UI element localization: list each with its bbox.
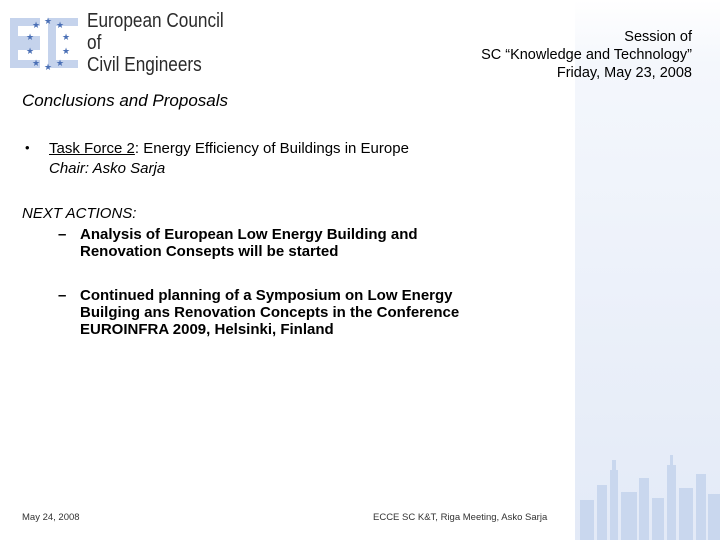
svg-text:★: ★ — [32, 21, 41, 31]
dash-marker: – — [58, 226, 67, 243]
task-force-link[interactable]: Task Force 2 — [49, 140, 135, 157]
svg-text:★: ★ — [44, 17, 53, 27]
city-skyline-icon — [575, 430, 720, 540]
org-name-line: of — [87, 32, 102, 54]
session-info — [481, 28, 692, 82]
organization-name — [87, 10, 224, 76]
dash-marker: – — [58, 287, 67, 304]
footer-date: May 24, 2008 — [22, 512, 80, 523]
ecce-logo-icon — [10, 14, 82, 72]
svg-text:★: ★ — [32, 59, 41, 69]
footer-meeting: ECCE SC K&T, Riga Meeting, Asko Sarja — [373, 512, 548, 523]
svg-text:★: ★ — [62, 33, 71, 43]
action-line: Analysis of European Low Energy Building and — [80, 226, 418, 243]
next-actions-heading: NEXT ACTIONS: — [22, 205, 137, 222]
svg-text:★: ★ — [26, 47, 35, 57]
org-name-line: European Council — [87, 10, 224, 32]
svg-text:★: ★ — [44, 63, 53, 72]
svg-text:★: ★ — [56, 21, 65, 31]
chair-line: Chair: Asko Sarja — [49, 160, 166, 177]
svg-text:★: ★ — [26, 33, 35, 43]
session-line: Session of — [624, 29, 692, 45]
session-line: SC “Knowledge and Technology” — [481, 47, 692, 63]
slide-title: Conclusions and Proposals — [22, 91, 229, 110]
task-force-line — [49, 140, 409, 157]
bullet-marker: • — [25, 140, 30, 155]
svg-text:★: ★ — [62, 47, 71, 57]
action-line: Continued planning of a Symposium on Low Energy — [80, 287, 453, 304]
task-force-title: : Energy Efficiency of Buildings in Europe — [134, 140, 409, 157]
action-line: EUROINFRA 2009, Helsinki, Finland — [80, 321, 334, 338]
action-line: Renovation Consepts will be started — [80, 243, 339, 260]
session-line: Friday, May 23, 2008 — [556, 65, 692, 81]
org-name-line: Civil Engineers — [87, 54, 202, 76]
action-line: Builging ans Renovation Concepts in the Conference — [80, 304, 460, 321]
svg-text:★: ★ — [56, 59, 65, 69]
